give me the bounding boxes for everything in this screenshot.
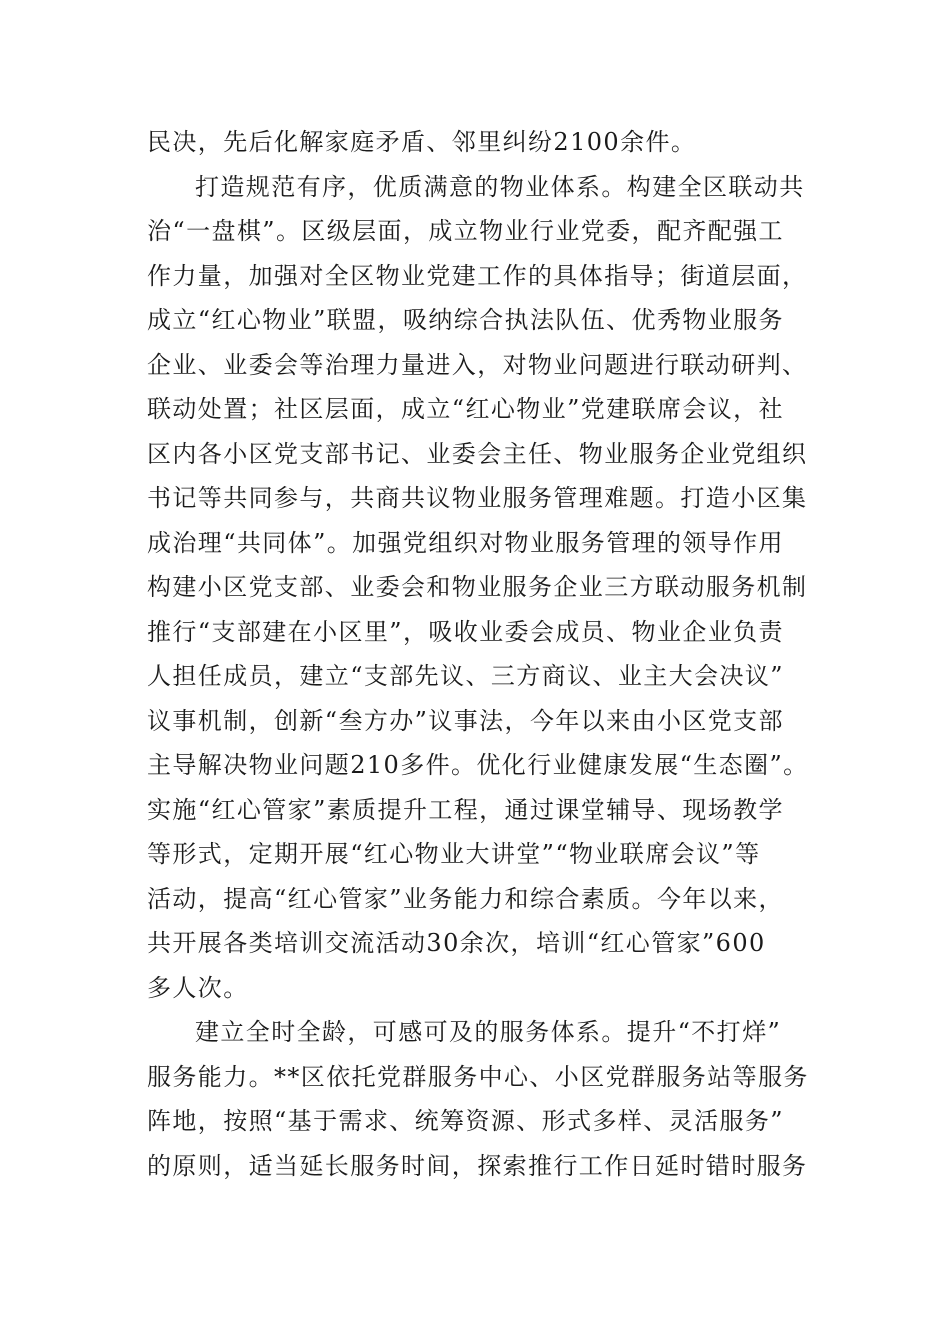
text-line: 作力量，加强对全区物业党建工作的具体指导；街道层面， [147, 261, 808, 290]
text-line: 治“一盘棋”。区级层面，成立物业行业党委，配齐配强工 [147, 217, 784, 245]
paragraph-start-line: 打造规范有序，优质满意的物业体系。构建全区联动共 [195, 172, 805, 201]
text-line: 联动处置；社区层面，成立“红心物业”党建联席会议，社 [147, 395, 784, 423]
text-line: 民决，先后化解家庭矛盾、邻里纠纷2100余件。 [147, 128, 697, 156]
text-line: 成立“红心物业”联盟，吸纳综合执法队伍、优秀物业服务 [147, 306, 784, 334]
text-line: 推行“支部建在小区里”，吸收业委会成员、物业企业负责 [147, 617, 784, 646]
document-body [147, 120, 807, 1188]
text-line: 共开展各类培训交流活动30余次，培训“红心管家”600 [147, 929, 766, 957]
text-line: 区内各小区党支部书记、业委会主任、物业服务企业党组织 [147, 439, 808, 468]
text-line: 阵地，按照“基于需求、统筹资源、形式多样、灵活服务” [147, 1107, 784, 1135]
text-line: 活动，提高“红心管家”业务能力和综合素质。今年以来， [147, 884, 784, 913]
text-line: 多人次。 [147, 973, 249, 1002]
text-line: 议事机制，创新“叁方办”议事法，今年以来由小区党支部 [147, 706, 784, 735]
text-line: 主导解决物业问题210多件。优化行业健康发展“生态圈”。 [147, 751, 809, 779]
paragraph-start-line: 建立全时全龄，可感可及的服务体系。提升“不打烊” [195, 1018, 782, 1046]
text-line: 服务能力。**区依托党群服务中心、小区党群服务站等服务 [147, 1062, 809, 1091]
text-line: 实施“红心管家”素质提升工程，通过课堂辅导、现场教学 [147, 795, 784, 824]
text-line: 等形式，定期开展“红心物业大讲堂”“物业联席会议”等 [147, 840, 761, 868]
text-line: 成治理“共同体”。加强党组织对物业服务管理的领导作用 [147, 528, 784, 557]
text-line: 的原则，适当延长服务时间，探索推行工作日延时错时服务 [147, 1151, 808, 1180]
text-line: 人担任成员，建立“支部先议、三方商议、业主大会决议” [147, 662, 784, 690]
text-line: 构建小区党支部、业委会和物业服务企业三方联动服务机制 [147, 573, 808, 601]
text-line: 企业、业委会等治理力量进入，对物业问题进行联动研判、 [147, 350, 808, 379]
text-line: 书记等共同参与，共商共议物业服务管理难题。打造小区集 [147, 484, 808, 512]
